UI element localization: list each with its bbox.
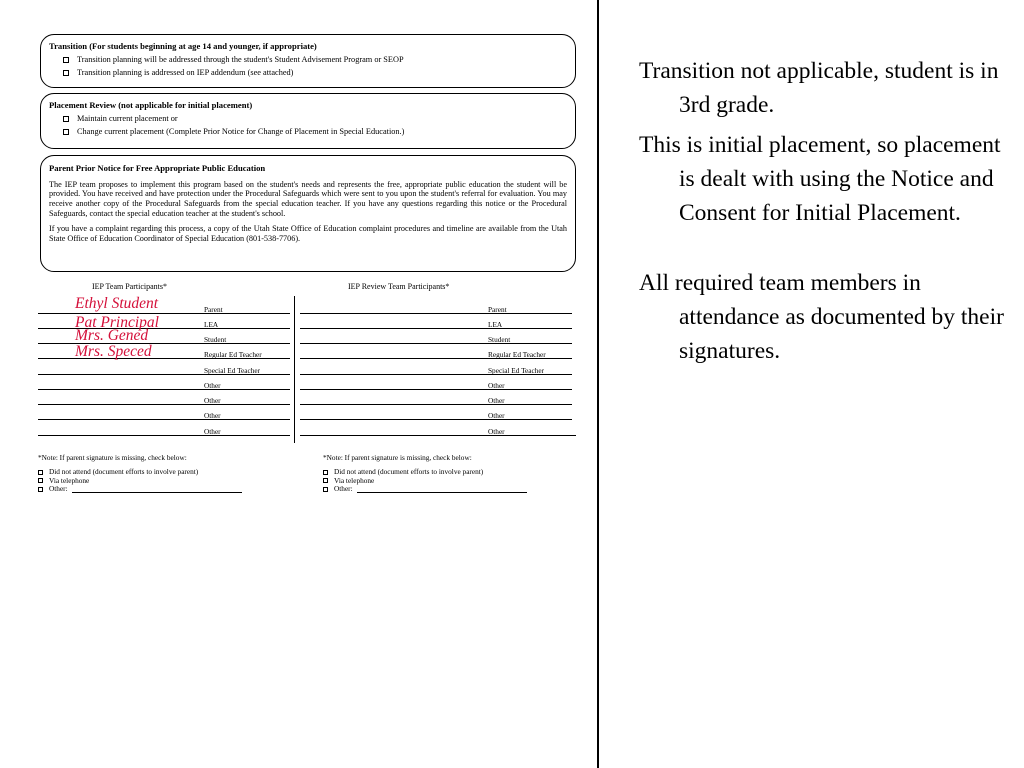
note-option[interactable]: Other: (38, 485, 242, 494)
placement-review-title: Placement Review (not applicable for initial placement) (49, 100, 253, 110)
signature-line[interactable] (300, 390, 572, 405)
note-transition: Transition not applicable, student is in 3rd grade. (639, 58, 999, 119)
slide-divider (597, 0, 599, 768)
note-option[interactable]: Did not attend (document efforts to involve parent) (323, 468, 527, 477)
iep-team-header: IEP Team Participants* (92, 282, 167, 291)
signature-special-ed: Mrs. Speced (75, 343, 152, 360)
signature-line[interactable] (300, 299, 572, 314)
placement-review-section (40, 93, 576, 149)
review-team-header: IEP Review Team Participants* (348, 282, 450, 291)
signature-line[interactable] (300, 375, 572, 390)
role-label: Regular Ed Teacher (204, 350, 262, 359)
column-divider (294, 296, 295, 443)
signature-lea: Pat Principal (75, 314, 159, 331)
transition-title: Transition (For students beginning at age 14 and younger, if appropriate) (49, 41, 317, 51)
signature-line[interactable] (38, 405, 290, 420)
role-label: Other (204, 411, 221, 420)
signature-line[interactable] (38, 421, 290, 436)
signature-line[interactable] (300, 329, 572, 344)
signature-regular-ed: Mrs. Gened (75, 327, 149, 344)
other-input-line[interactable] (72, 486, 242, 493)
checkbox-icon[interactable] (323, 470, 328, 475)
checkbox-icon[interactable] (38, 487, 43, 492)
placement-option-change[interactable]: Change current placement (Complete Prior Notice for Change of Placement in Special Education.) (63, 127, 567, 137)
note-placement: This is initial placement, so placement is dealt with using the Notice and Consent for Initial Placement. (639, 132, 1001, 227)
signature-parent: Ethyl Student (75, 295, 159, 312)
transition-option-addendum[interactable]: Transition planning is addressed on IEP addendum (see attached) (63, 68, 567, 78)
transition-option-seop[interactable]: Transition planning will be addressed through the student's Student Advisement Program or SEOP (63, 55, 567, 65)
checkbox-icon[interactable] (63, 129, 69, 135)
placement-option-maintain[interactable]: Maintain current placement or (63, 114, 567, 124)
role-label: LEA (488, 320, 503, 329)
parent-prior-notice-title: Parent Prior Notice for Free Appropriate Public Education (49, 163, 266, 173)
signature-line[interactable] (38, 390, 290, 405)
role-label: Special Ed Teacher (488, 366, 545, 375)
checkbox-icon[interactable] (38, 478, 43, 483)
role-label: Parent (204, 305, 223, 314)
checkbox-icon[interactable] (323, 478, 328, 483)
signature-line[interactable] (300, 314, 572, 329)
checkbox-icon[interactable] (38, 470, 43, 475)
role-label: Other (204, 427, 221, 436)
note-option[interactable]: Other: (323, 485, 527, 494)
checkbox-icon[interactable] (63, 57, 69, 63)
note-option[interactable]: Did not attend (document efforts to involve parent) (38, 468, 242, 477)
parent-signature-note-left: *Note: If parent signature is missing, check below: Did not attend (document efforts to involve parent) Via telephone Other: (38, 454, 242, 494)
notice-paragraph-rights: The IEP team proposes to implement this program based on the student's needs and represents the free, appropriate public education the student will be provided. You have received and have protection under the Procedural Safeguards which were sent to you upon the student's referral for evaluation. You may receive another copy of the Procedural Safeguards from the special education teacher. If you have any questions regarding this notice or the Procedural Safeguards, contact the special education teacher at the student's school. (49, 179, 567, 218)
signature-line[interactable] (300, 421, 576, 436)
role-label: Other (204, 396, 221, 405)
note-option[interactable]: Via telephone (323, 477, 527, 486)
role-label: Other (204, 381, 221, 390)
note-attendance: All required team members in attendance as documented by their signatures. (639, 270, 1004, 365)
role-label: LEA (204, 320, 219, 329)
signature-line[interactable] (38, 375, 290, 390)
role-label: Other (488, 396, 505, 405)
role-label: Other (488, 427, 505, 436)
note-option[interactable]: Via telephone (38, 477, 242, 486)
role-label: Student (204, 335, 227, 344)
role-label: Special Ed Teacher (204, 366, 261, 375)
role-label: Other (488, 381, 505, 390)
parent-signature-note-right: *Note: If parent signature is missing, check below: Did not attend (document efforts to involve parent) Via telephone Other: (323, 454, 527, 494)
checkbox-icon[interactable] (63, 70, 69, 76)
signature-line[interactable] (300, 405, 572, 420)
role-label: Student (488, 335, 511, 344)
parent-prior-notice-section (40, 155, 576, 272)
role-label: Other (488, 411, 505, 420)
checkbox-icon[interactable] (63, 116, 69, 122)
checkbox-icon[interactable] (323, 487, 328, 492)
notice-paragraph-complaint: If you have a complaint regarding this process, a copy of the Utah State Office of Education complaint procedures and timeline are available from the Utah State Office of Education Coordinator of Special Education (801-538-7706). (49, 224, 567, 244)
role-label: Regular Ed Teacher (488, 350, 546, 359)
explanatory-notes (639, 54, 1017, 375)
transition-section (40, 34, 576, 88)
other-input-line[interactable] (357, 486, 527, 493)
role-label: Parent (488, 305, 507, 314)
